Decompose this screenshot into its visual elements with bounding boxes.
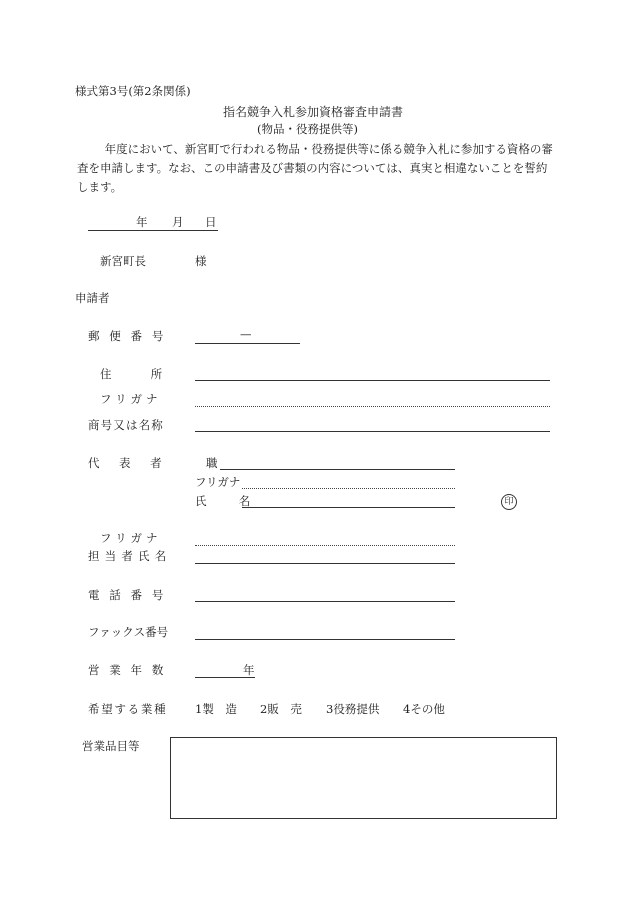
postal-dash: — [240, 327, 252, 341]
address-label: 住 所 [100, 367, 176, 381]
postal-label: 郵便番号 [88, 329, 174, 343]
form-subtitle: (物品・役務提供等) [257, 122, 358, 136]
products-box[interactable] [170, 737, 557, 819]
industry-label: 希望する業種 [88, 702, 168, 716]
rep-name-label: 氏 名 [195, 494, 261, 508]
address-field[interactable] [195, 380, 550, 381]
industry-option-sales[interactable]: 2販 売 [260, 702, 302, 716]
form-style-number: 様式第3号(第2条関係) [75, 84, 191, 98]
fax-label: ファックス番号 [88, 625, 169, 639]
rep-name-field[interactable] [242, 507, 455, 508]
intro-paragraph: 年度において、新宮町で行われる物品・役務提供等に係る競争入札に参加する資格の審査を申請します。なお、この申請書及び書類の内容については、真実と相違ないことを誓約します。 [77, 142, 553, 194]
years-field[interactable] [195, 677, 255, 678]
industry-option-other[interactable]: 4その他 [403, 702, 445, 716]
date-day: 日 [205, 215, 217, 229]
contact-name-field[interactable] [195, 563, 455, 564]
postal-code-field[interactable] [195, 343, 300, 344]
company-name-field[interactable] [195, 431, 550, 432]
rep-title-field[interactable] [220, 469, 455, 470]
rep-furigana-label: フリガナ [195, 475, 241, 489]
furigana-label: フリガナ [100, 392, 162, 406]
representative-label: 代表者 [88, 456, 182, 470]
phone-field[interactable] [195, 601, 455, 602]
seal-mark: 印 [501, 494, 517, 510]
contact-furigana-field[interactable] [195, 545, 455, 546]
applicant-label: 申請者 [75, 291, 110, 305]
industry-option-services[interactable]: 3役務提供 [326, 702, 380, 716]
industry-option-manufacturing[interactable]: 1製 造 [195, 702, 237, 716]
addressee-name: 新宮町長 [100, 254, 146, 268]
years-unit: 年 [243, 663, 255, 677]
addressee-honorific: 様 [195, 254, 207, 268]
contact-furigana-label: フリガナ [100, 531, 162, 545]
products-label: 営業品目等 [82, 739, 140, 753]
company-label: 商号又は名称 [88, 418, 164, 432]
years-label: 営業年数 [88, 663, 174, 677]
rep-title-label: 職 [206, 456, 218, 470]
date-year: 年 [136, 215, 148, 229]
fax-field[interactable] [195, 639, 455, 640]
rep-furigana-field[interactable] [242, 488, 455, 489]
phone-label: 電話番号 [88, 588, 174, 602]
form-title: 指名競争入札参加資格審査申請書 [223, 105, 404, 119]
contact-label: 担当者氏名 [88, 549, 172, 563]
date-underline [88, 230, 218, 231]
date-month: 月 [172, 215, 184, 229]
furigana-field[interactable] [195, 406, 550, 407]
